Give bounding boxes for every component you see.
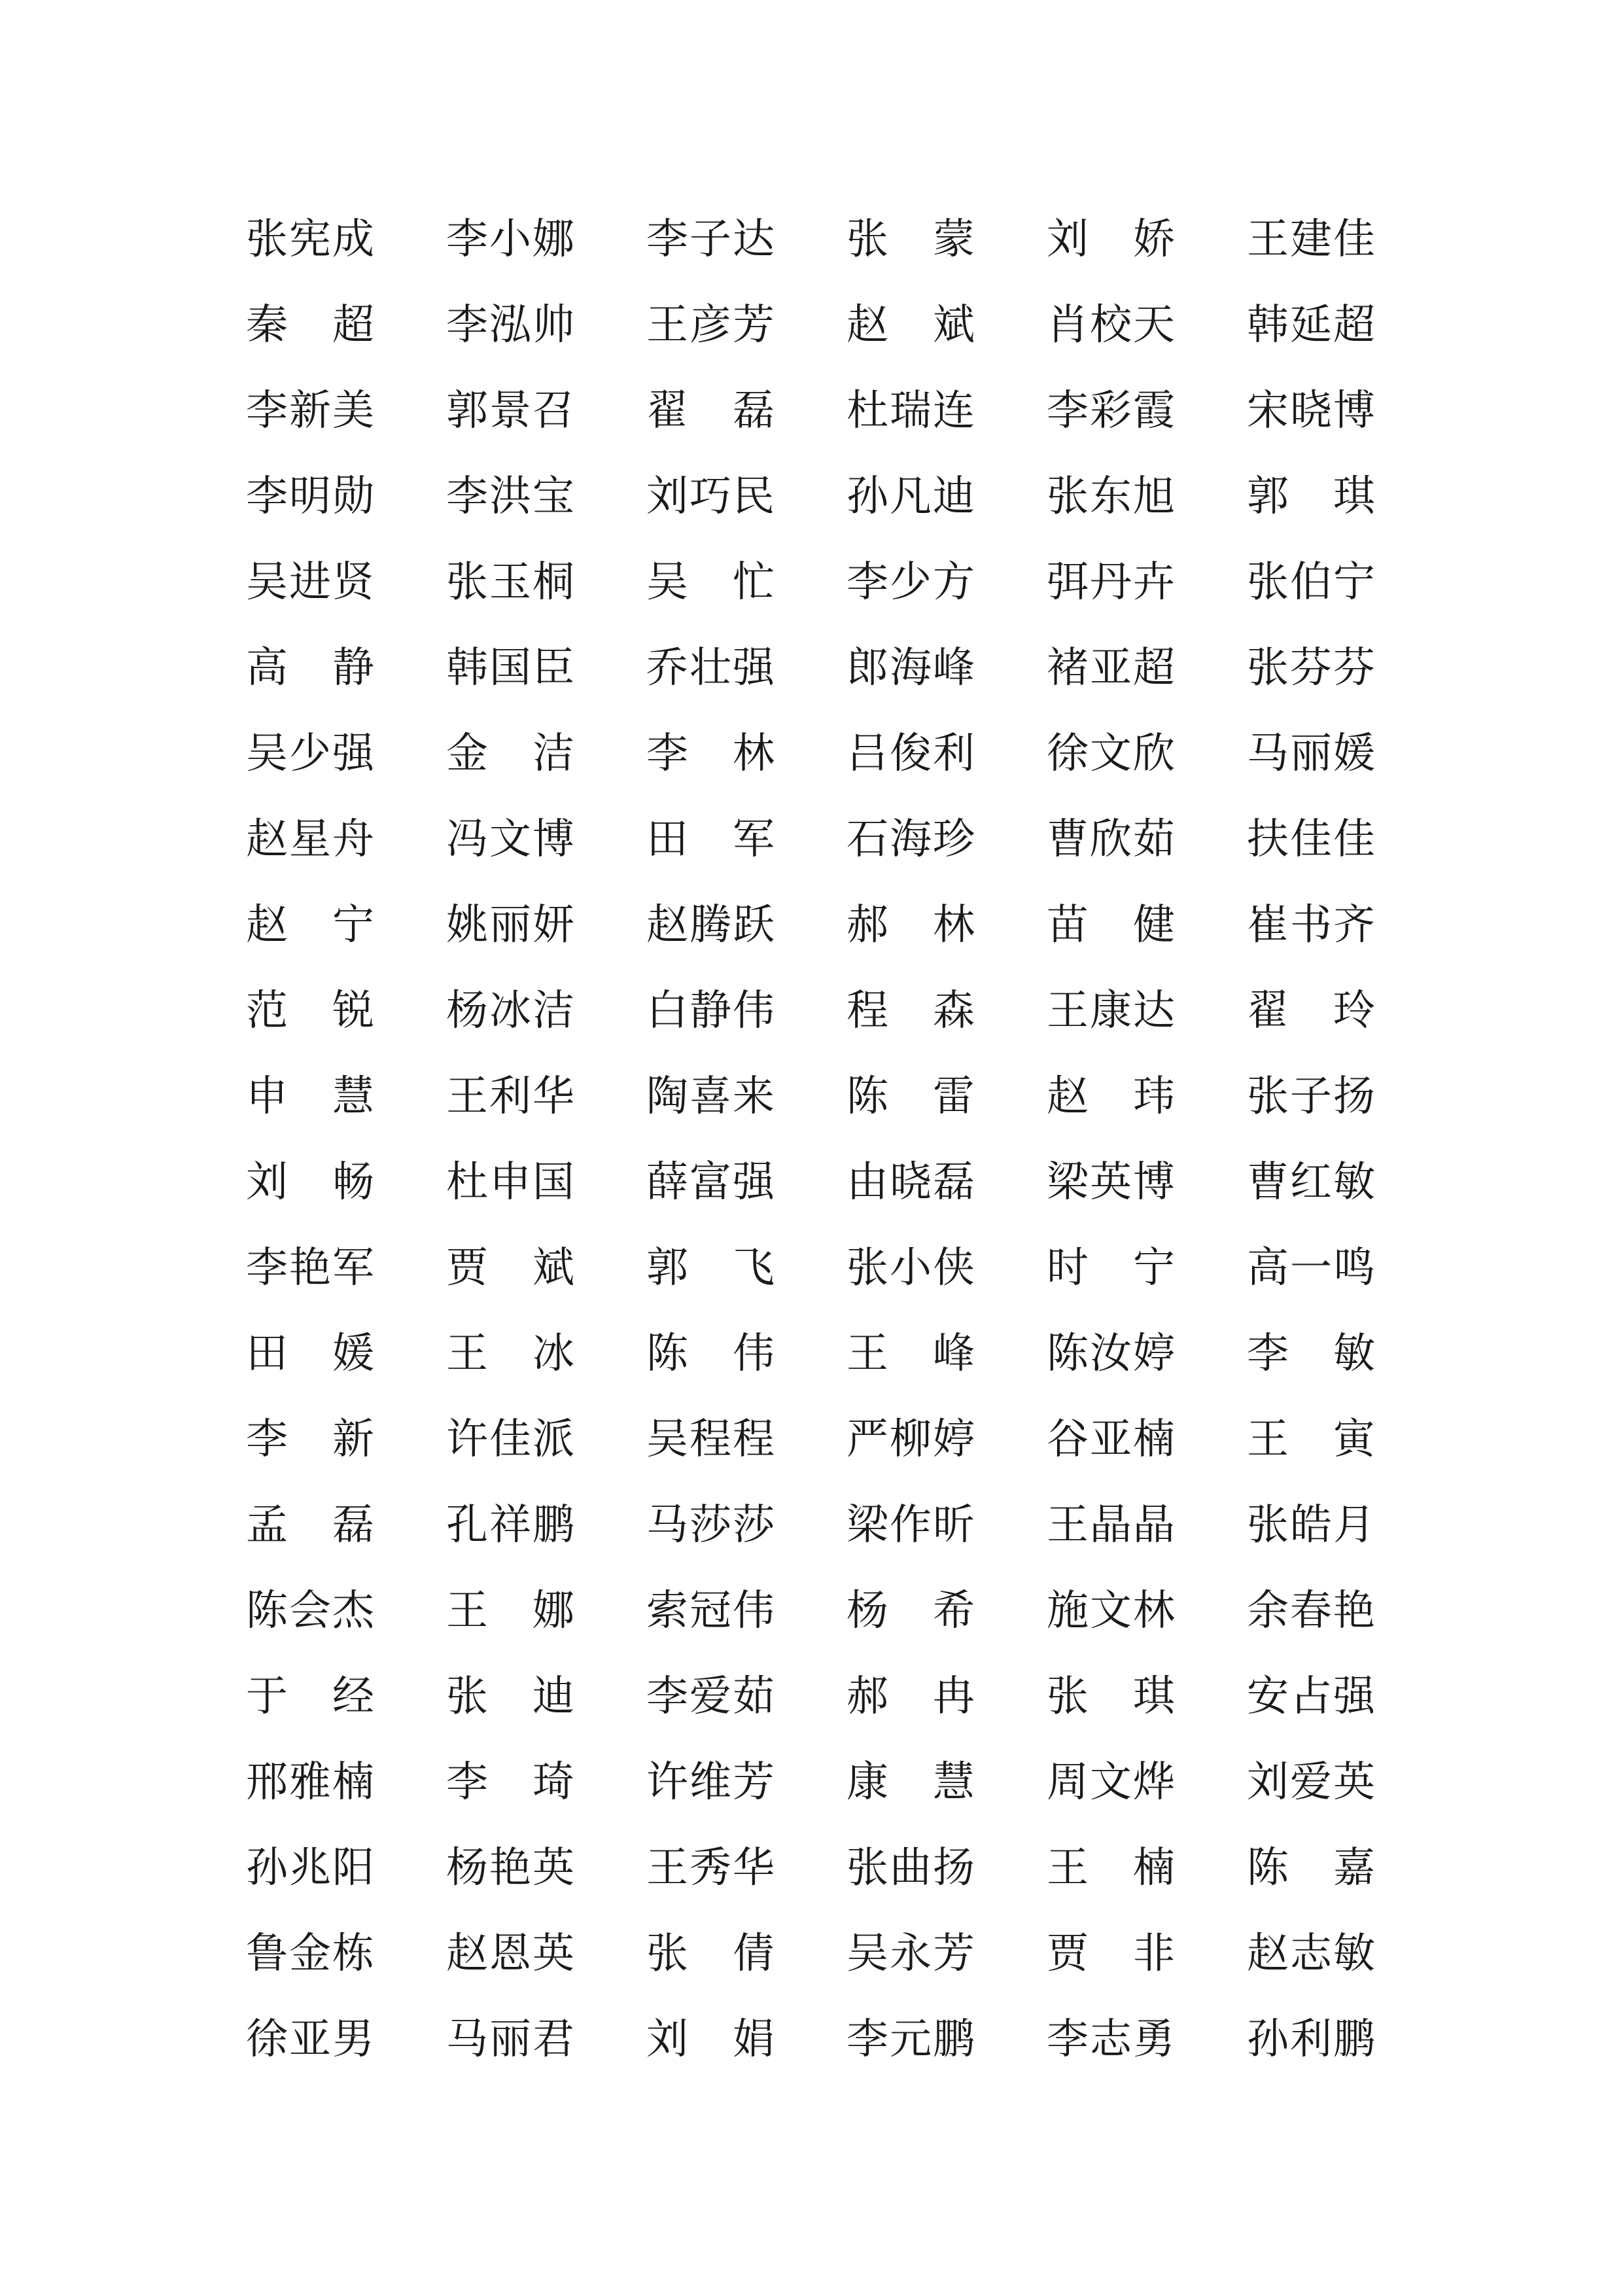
name-entry: 高 一 鸣 (1247, 1243, 1375, 1292)
name-entry: 刘 爱 英 (1247, 1757, 1375, 1807)
name-entry: 郭 景 召 (446, 386, 574, 435)
name-entry: 陈 伟 (646, 1329, 775, 1378)
name-entry: 秦 超 (246, 300, 374, 349)
name-entry: 张 东 旭 (1047, 472, 1175, 521)
name-entry: 赵 星 舟 (246, 815, 374, 864)
name-entry: 范 锐 (246, 986, 374, 1035)
name-entry: 吴 忙 (646, 557, 775, 607)
name-entry: 曹 红 敏 (1247, 1157, 1375, 1207)
name-entry: 李 新 美 (246, 386, 374, 435)
name-entry: 杜 申 国 (446, 1157, 574, 1207)
name-entry: 薛 富 强 (646, 1157, 775, 1207)
name-entry: 吴 程 程 (646, 1415, 775, 1464)
name-entry: 严 柳 婷 (846, 1415, 975, 1464)
name-entry: 吴 永 芳 (846, 1929, 975, 1978)
name-entry: 邢 雅 楠 (246, 1757, 374, 1807)
name-entry: 高 静 (246, 643, 374, 692)
name-entry: 韩 国 臣 (446, 643, 574, 692)
name-entry: 李 林 (646, 729, 775, 778)
name-entry: 时 宁 (1047, 1243, 1175, 1292)
name-entry: 苗 健 (1047, 900, 1175, 949)
name-entry: 由 晓 磊 (846, 1157, 975, 1207)
name-entry: 孟 磊 (246, 1500, 374, 1549)
name-entry: 张 琪 (1047, 1672, 1175, 1721)
name-entry: 姚 丽 妍 (446, 900, 574, 949)
name-entry: 郭 飞 (646, 1243, 775, 1292)
name-entry: 贾 非 (1047, 1929, 1175, 1978)
name-entry: 杨 冰 洁 (446, 986, 574, 1035)
name-entry: 张 宪 成 (246, 215, 374, 264)
name-entry: 王 建 佳 (1247, 215, 1375, 264)
name-entry: 于 经 (246, 1672, 374, 1721)
name-entry: 刘 娟 (646, 2015, 775, 2064)
name-entry: 索 冠 伟 (646, 1586, 775, 1635)
name-entry: 褚 亚 超 (1047, 643, 1175, 692)
name-entry: 田 军 (646, 815, 775, 864)
name-entry: 王 楠 (1047, 1843, 1175, 1892)
name-entry: 李 琦 (446, 1757, 574, 1807)
name-entry: 张 曲 扬 (846, 1843, 975, 1892)
name-entry: 王 峰 (846, 1329, 975, 1378)
name-entry: 王 秀 华 (646, 1843, 775, 1892)
name-entry: 张 芬 芬 (1247, 643, 1375, 692)
name-entry: 王 利 华 (446, 1072, 574, 1121)
name-entry: 张 迪 (446, 1672, 574, 1721)
name-entry: 李 小 娜 (446, 215, 574, 264)
name-entry: 孙 凡 迪 (846, 472, 975, 521)
name-entry: 陶 喜 来 (646, 1072, 775, 1121)
name-entry: 许 维 芳 (646, 1757, 775, 1807)
name-entry: 李 新 (246, 1415, 374, 1464)
name-entry: 白 静 伟 (646, 986, 775, 1035)
name-entry: 曹 欣 茹 (1047, 815, 1175, 864)
name-entry: 王 寅 (1247, 1415, 1375, 1464)
name-entry: 孔 祥 鹏 (446, 1500, 574, 1549)
name-entry: 鲁 金 栋 (246, 1929, 374, 1978)
name-entry: 陈 会 杰 (246, 1586, 374, 1635)
name-entry: 张 倩 (646, 1929, 775, 1978)
name-entry: 申 慧 (246, 1072, 374, 1121)
name-entry: 肖 校 天 (1047, 300, 1175, 349)
name-entry: 施 文 林 (1047, 1586, 1175, 1635)
name-entry: 马 丽 媛 (1247, 729, 1375, 778)
name-entry: 刘 巧 民 (646, 472, 775, 521)
name-entry: 李 爱 茹 (646, 1672, 775, 1721)
name-entry: 吴 少 强 (246, 729, 374, 778)
name-entry: 杨 希 (846, 1586, 975, 1635)
name-entry: 张 子 扬 (1247, 1072, 1375, 1121)
name-entry: 王 娜 (446, 1586, 574, 1635)
name-entry: 贾 斌 (446, 1243, 574, 1292)
name-entry: 周 文 烨 (1047, 1757, 1175, 1807)
name-entry: 陈 嘉 (1247, 1843, 1375, 1892)
name-entry: 翟 磊 (646, 386, 775, 435)
name-entry: 程 森 (846, 986, 975, 1035)
name-entry: 安 占 强 (1247, 1672, 1375, 1721)
name-entry: 李 子 达 (646, 215, 775, 264)
name-entry: 郭 琪 (1247, 472, 1375, 521)
name-entry: 李 少 方 (846, 557, 975, 607)
name-entry: 杜 瑞 连 (846, 386, 975, 435)
name-entry: 王 晶 晶 (1047, 1500, 1175, 1549)
name-entry: 郝 冉 (846, 1672, 975, 1721)
name-entry: 孙 利 鹏 (1247, 2015, 1375, 2064)
name-entry: 田 媛 (246, 1329, 374, 1378)
name-entry: 马 莎 莎 (646, 1500, 775, 1549)
name-entry: 李 敏 (1247, 1329, 1375, 1378)
name-entry: 郎 海 峰 (846, 643, 975, 692)
name-entry: 李 彩 霞 (1047, 386, 1175, 435)
name-entry: 余 春 艳 (1247, 1586, 1375, 1635)
name-entry: 赵 腾 跃 (646, 900, 775, 949)
name-entry: 陈 雷 (846, 1072, 975, 1121)
name-entry: 扶 佳 佳 (1247, 815, 1375, 864)
name-entry: 张 小 侠 (846, 1243, 975, 1292)
name-entry: 赵 宁 (246, 900, 374, 949)
name-entry: 徐 亚 男 (246, 2015, 374, 2064)
name-entry: 张 皓 月 (1247, 1500, 1375, 1549)
name-entry: 吕 俊 利 (846, 729, 975, 778)
name-entry: 王 冰 (446, 1329, 574, 1378)
name-entry: 李 明 勋 (246, 472, 374, 521)
name-entry: 陈 汝 婷 (1047, 1329, 1175, 1378)
name-entry: 赵 恩 英 (446, 1929, 574, 1978)
name-entry: 吴 进 贤 (246, 557, 374, 607)
name-entry: 乔 壮 强 (646, 643, 775, 692)
name-entry: 石 海 珍 (846, 815, 975, 864)
name-entry: 宋 晓 博 (1247, 386, 1375, 435)
name-entry: 康 慧 (846, 1757, 975, 1807)
name-entry: 李 艳 军 (246, 1243, 374, 1292)
name-entry: 崔 书 齐 (1247, 900, 1375, 949)
name-entry: 金 洁 (446, 729, 574, 778)
name-entry: 李 元 鹏 (846, 2015, 975, 2064)
name-entry: 赵 斌 (846, 300, 975, 349)
name-entry: 许 佳 派 (446, 1415, 574, 1464)
name-entry: 李 洪 宝 (446, 472, 574, 521)
name-entry: 谷 亚 楠 (1047, 1415, 1175, 1464)
name-entry: 李 志 勇 (1047, 2015, 1175, 2064)
name-entry: 刘 畅 (246, 1157, 374, 1207)
name-entry: 李 泓 帅 (446, 300, 574, 349)
name-entry: 冯 文 博 (446, 815, 574, 864)
name-entry: 张 伯 宁 (1247, 557, 1375, 607)
name-entry: 马 丽 君 (446, 2015, 574, 2064)
name-entry: 梁 作 昕 (846, 1500, 975, 1549)
name-entry: 翟 玲 (1247, 986, 1375, 1035)
name-entry: 徐 文 欣 (1047, 729, 1175, 778)
name-entry: 张 蒙 (846, 215, 975, 264)
name-entry: 弭 丹 卉 (1047, 557, 1175, 607)
name-entry: 韩 延 超 (1247, 300, 1375, 349)
name-entry: 王 康 达 (1047, 986, 1175, 1035)
name-entry: 杨 艳 英 (446, 1843, 574, 1892)
name-entry: 赵 玮 (1047, 1072, 1175, 1121)
name-entry: 张 玉 桐 (446, 557, 574, 607)
name-entry: 刘 娇 (1047, 215, 1175, 264)
name-entry: 赵 志 敏 (1247, 1929, 1375, 1978)
name-list (246, 196, 1447, 2082)
name-entry: 孙 兆 阳 (246, 1843, 374, 1892)
name-entry: 梁 英 博 (1047, 1157, 1175, 1207)
name-entry: 郝 林 (846, 900, 975, 949)
name-entry: 王 彦 芳 (646, 300, 775, 349)
